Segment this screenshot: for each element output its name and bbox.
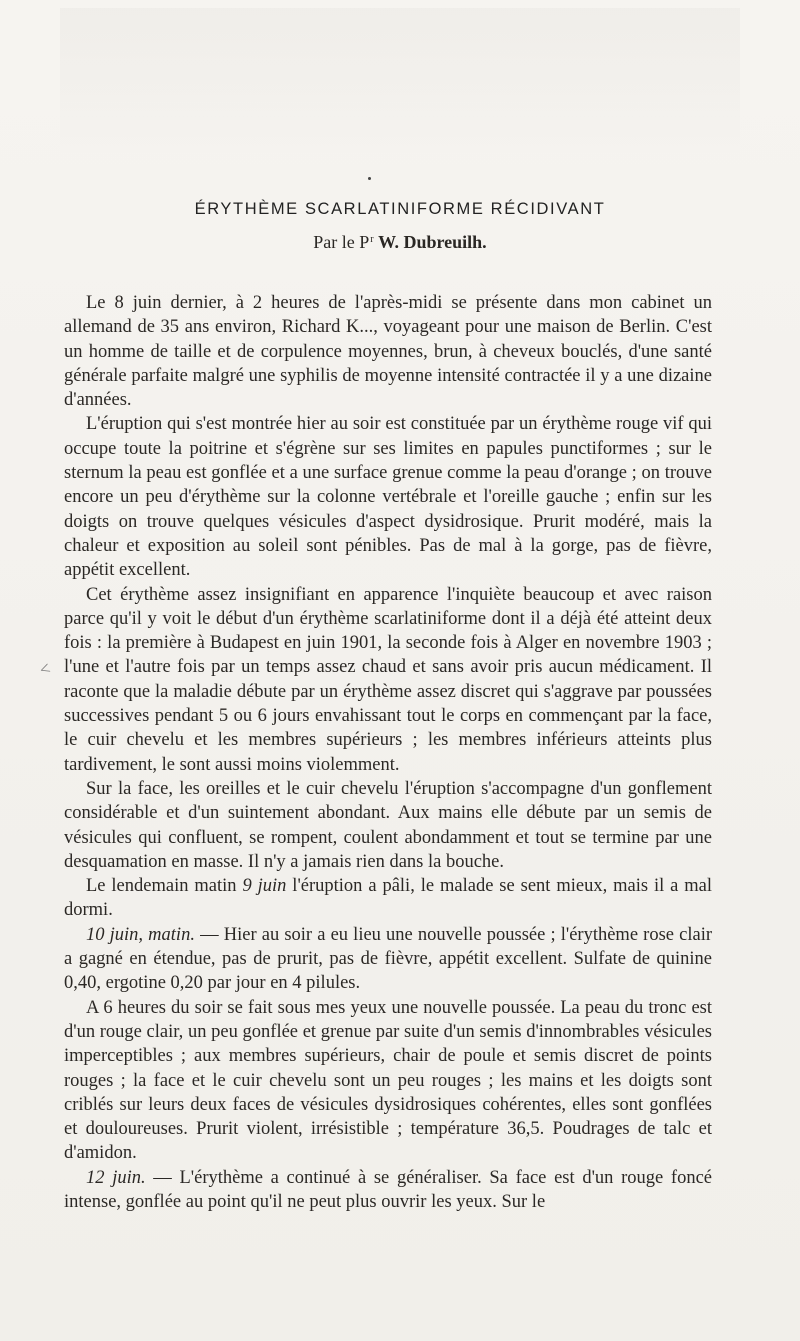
text-run: — L'érythème a continué à se généraliser. Sa face est d'un rouge foncé intense, gonflée au point qu'il ne peut plus ouvrir les yeux. Sur le <box>64 1167 712 1212</box>
paragraph: Sur la face, les oreilles et le cuir chevelu l'éruption s'accompagne d'un gonflement considérable et d'un suintement abondant. Aux mains elle débute par un semis de vésicules qui confluent, se rompent, coulent abondamment et tout se termine par une desquamation en masse. Il n'y a jamais rien dans la bouche. <box>64 778 712 872</box>
paragraph <box>64 923 712 996</box>
paragraph: A 6 heures du soir se fait sous mes yeux une nouvelle poussée. La peau du tronc est d'un rouge clair, un peu gonflée et grenue par suite d'un semis d'innombrables vésicules imperceptibles ; aux membres supérieurs, chair de poule et semis discret de points rouges ; la face et le cuir chevelu sont un peu rouges ; les mains et les doigts sont criblés sur leurs deux faces de vésicules dysidrosiques cohérentes, elles sont gonflées et douloureuses. Prurit violent, irrésistible ; température 36,5. Poudrages de talc et d'amidon. <box>64 997 712 1164</box>
text-run: Le lendemain matin <box>86 876 243 897</box>
article-title: ÉRYTHÈME SCARLATINIFORME RÉCIDIVANT <box>194 200 606 218</box>
date-label: 12 juin. <box>86 1167 146 1188</box>
paragraph: Cet érythème assez insignifiant en apparence l'inquiète beaucoup et avec raison parce qu'il y voit le début d'un érythème scarlatiniforme dont il a déjà été atteint deux fois : la première à Budapest en juin 1901, la seconde fois à Alger en novembre 1903 ; l'une et l'autre fois par un temps assez chaud et sans avoir pris aucun médicament. Il raconte que la maladie débute par un érythème assez discret qui s'aggrave par poussées successives pendant 5 ou 6 jours envahissant tout le corps en commençant par la face, le cuir chevelu et les membres supérieurs ; les membres inférieurs atteints plus tardivement, le sont aussi moins violemment. <box>64 584 712 775</box>
byline <box>0 232 800 253</box>
paragraph <box>64 874 712 923</box>
paragraph <box>64 1166 712 1215</box>
date-label: 10 juin, matin. <box>86 924 195 945</box>
text-run: l'éruption a pâli, le malade se sent mieux, mais il a mal dormi. <box>64 876 713 921</box>
text-run: — Hier au soir a eu lieu une nouvelle poussée ; l'érythème rose clair a gagné en étendue, pas de prurit, pas de fièvre, appétit excellent. Sulfate de quinine 0,40, ergotine 0,20 par jour en 4 pilules. <box>64 924 712 994</box>
margin-annotation-mark: < <box>36 657 54 681</box>
author-name: W. Dubreuilh. <box>378 232 487 252</box>
paragraph: L'éruption qui s'est montrée hier au soir est constituée par un érythème rouge vif qui occupe toute la poitrine et s'égrène sur ses limites en papules punctiformes ; sur le sternum la peau est gonflée et a une surface grenue comme la peau d'orange ; on trouve encore un peu d'érythème sur la colonne vertébrale et l'oreille gauche ; enfin sur les doigts on trouve quelques vésicules d'aspect dysidrosique. Prurit modéré, mais la chaleur et exposition au soleil sont pénibles. Pas de mal à la gorge, pas de fièvre, appétit excellent. <box>64 414 712 581</box>
show-through-shadow <box>60 8 740 158</box>
byline-superscript: r <box>370 234 374 245</box>
ornament-dot <box>368 177 371 180</box>
date-label: 9 juin <box>242 876 287 897</box>
paragraph: Le 8 juin dernier, à 2 heures de l'après-midi se présente dans mon cabinet un allemand de 35 ans environ, Richard K..., voyageant pour une maison de Berlin. C'est un homme de taille et de corpulence moyennes, brun, à cheveux bouclés, d'une santé générale parfaite malgré une syphilis de moyenne intensité contractée il y a une dizaine d'années. <box>64 293 712 411</box>
article-body <box>64 291 712 1214</box>
byline-prefix: Par le P <box>313 232 370 252</box>
